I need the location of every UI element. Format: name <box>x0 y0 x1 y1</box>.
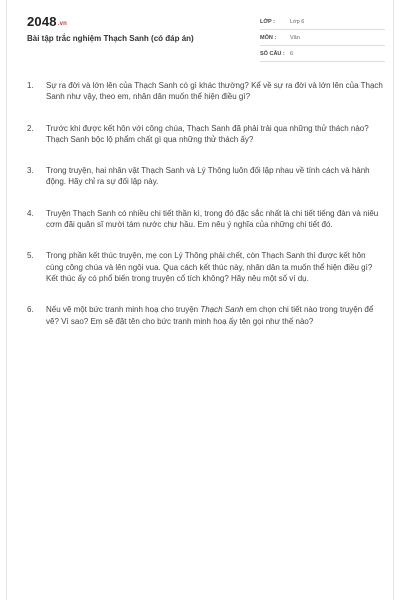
question-number: 2. <box>27 123 34 133</box>
header <box>7 0 393 62</box>
subject-label: MÔN : <box>260 34 277 41</box>
question-number: 6. <box>27 305 34 315</box>
logo-tld: .vn <box>57 21 68 27</box>
question-number: 3. <box>27 166 34 176</box>
question-item <box>27 304 383 327</box>
question-text: Truyện Thạch Sanh có nhiều chi tiết thần kì, trong đó đặc sắc nhất là chi tiết tiếng đàn và niêu cơm đãi quân sĩ mười tám nước chư hầu. Em nêu ý nghĩa của những chi tiết đó. <box>46 208 379 230</box>
question-text: Trong phần kết thúc truyện, mẹ con Lý Thông phải chết, còn Thạch Sanh thì được kết hôn cùng công chúa và lên ngôi vua. Qua cách kết thúc này, nhân dân ta muốn thể hiện điều gì? Kết thúc ấy có phổ biến trong truyện cổ tích không? Hãy nêu một số ví dụ. <box>46 251 373 283</box>
meta-row-class <box>260 14 385 30</box>
meta-info <box>260 14 385 62</box>
question-item <box>27 165 383 188</box>
page-title: Bài tập trắc nghiệm Thạch Sanh (có đáp án) <box>27 34 194 43</box>
question-number: 5. <box>27 251 34 261</box>
question-text <box>46 304 383 327</box>
logo-text: 2048 <box>27 14 57 29</box>
site-logo[interactable] <box>27 14 67 29</box>
question-item <box>27 208 383 231</box>
story-title-italic: Thạch Sanh <box>200 305 244 315</box>
subject-value: Văn <box>290 34 300 41</box>
question-text: Trước khi được kết hôn với công chúa, Thạch Sanh đã phải trải qua những thử thách nào? Thạch Sanh bộc lộ phẩm chất gì qua những thử thách ấy? <box>46 123 369 144</box>
count-value: 6 <box>290 50 294 57</box>
question-text-after: em chọn chi tiết nào trong truyện để vẽ? Vì sao? Em sẽ đặt tên cho bức tranh minh hoạ ấy tên gọi như thế nào? <box>46 305 374 326</box>
question-item <box>27 250 383 284</box>
question-list <box>27 80 383 347</box>
question-number: 4. <box>27 208 34 218</box>
count-label: SỐ CÂU : <box>260 50 285 57</box>
question-number: 1. <box>27 81 34 90</box>
question-item <box>27 80 383 103</box>
class-label: LỚP : <box>260 18 275 25</box>
question-text-before: Nếu vẽ một bức tranh minh hoạ cho truyện <box>46 305 201 315</box>
meta-row-subject <box>260 30 385 46</box>
document-page <box>6 0 394 600</box>
class-value: Lớp 6 <box>290 18 305 25</box>
question-item <box>27 123 383 146</box>
meta-row-count <box>260 46 385 62</box>
question-text: Sự ra đời và lớn lên của Thạch Sanh có gì khác thường? Kể về sự ra đời và lớn lên của Thạch Sanh như vậy, theo em, nhân dân muốn thể hiện điều gì? <box>46 81 383 102</box>
question-text: Trong truyện, hai nhân vật Thạch Sanh và Lý Thông luôn đối lập nhau về tính cách và hành động. Hãy chỉ ra sự đối lập này. <box>46 166 370 187</box>
